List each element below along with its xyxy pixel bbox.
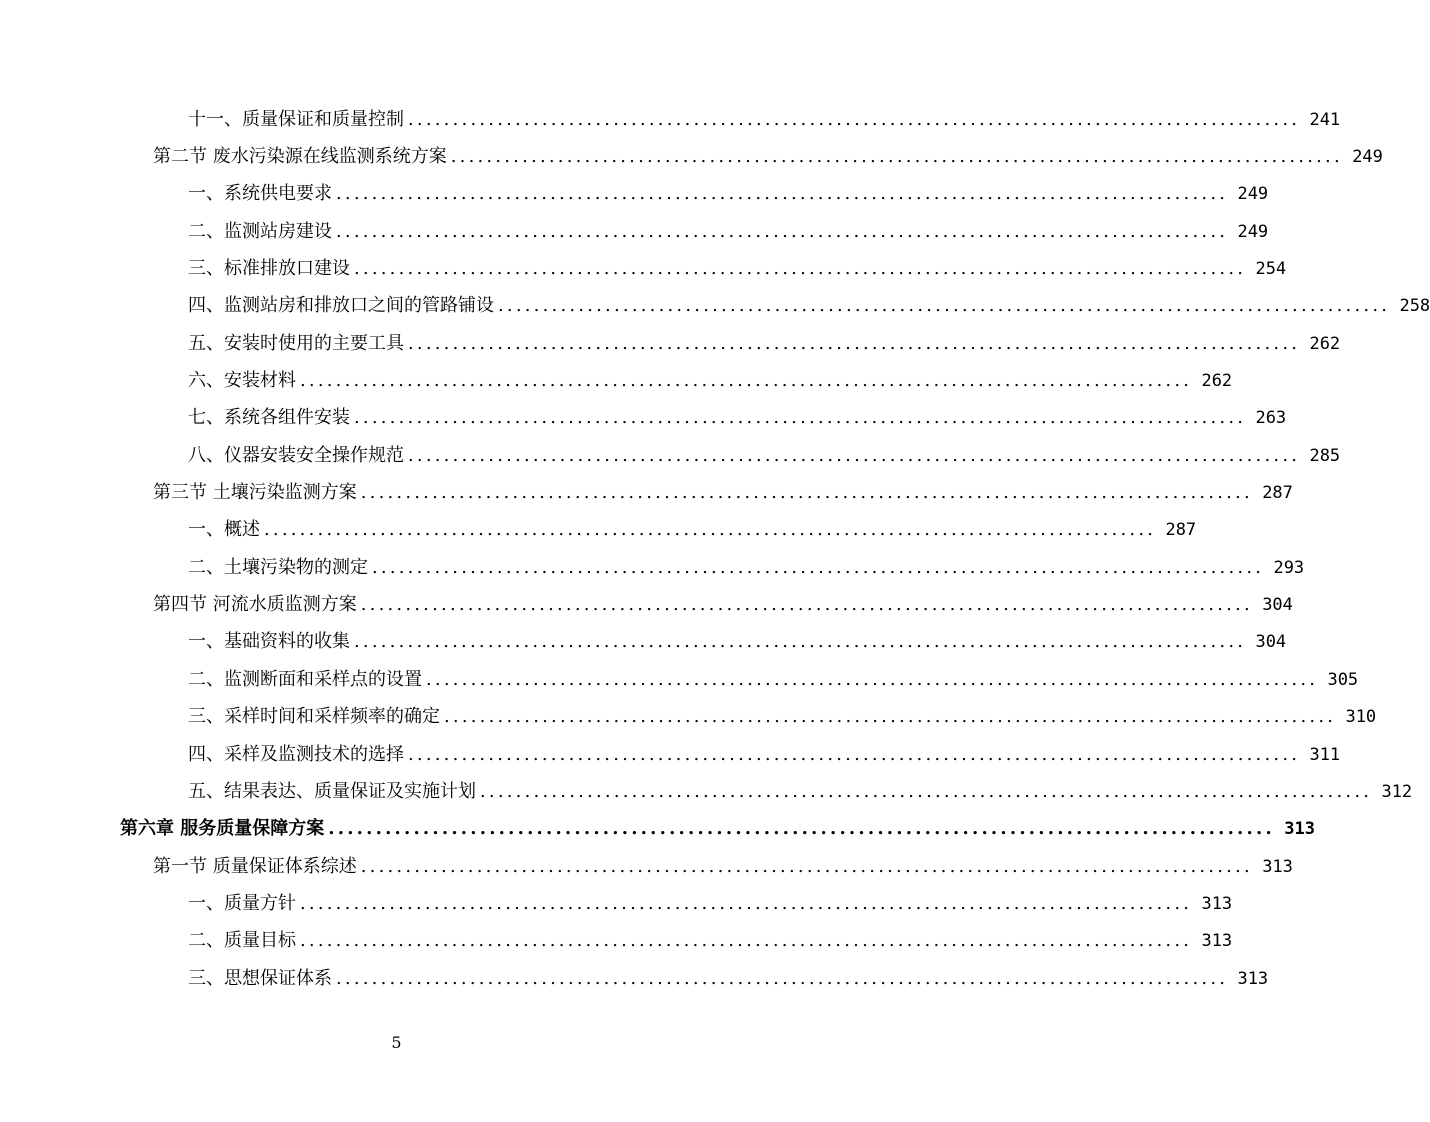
toc-entry[interactable] bbox=[0, 811, 1315, 848]
toc-entry-page: 249 bbox=[1237, 221, 1269, 242]
toc-leader-dots: .................................................................................................... bbox=[360, 594, 1253, 616]
toc-entry-title: 二、监测断面和采样点的设置 bbox=[188, 668, 422, 690]
toc-entry[interactable] bbox=[0, 624, 1287, 661]
toc-entry-title: 一、质量方针 bbox=[188, 892, 296, 914]
toc-entry-title: 一、系统供电要求 bbox=[188, 183, 332, 205]
toc-entry-title: 第六章 服务质量保障方案 bbox=[120, 818, 325, 840]
toc-entry-page: 313 bbox=[1237, 968, 1269, 989]
toc-entry[interactable] bbox=[0, 362, 1233, 399]
toc-entry[interactable] bbox=[0, 736, 1341, 773]
toc-entry[interactable] bbox=[0, 474, 1293, 511]
toc-entry-title: 二、监测站房建设 bbox=[188, 220, 332, 242]
toc-leader-dots: .................................................................................................... bbox=[498, 295, 1391, 317]
toc-entry[interactable] bbox=[0, 101, 1341, 138]
table-of-contents bbox=[0, 101, 1430, 997]
toc-leader-dots: .................................................................................................... bbox=[408, 444, 1301, 466]
toc-entry-page: 313 bbox=[1201, 931, 1233, 952]
toc-entry[interactable] bbox=[0, 138, 1383, 175]
toc-leader-dots: .................................................................................................... bbox=[372, 556, 1265, 578]
toc-entry[interactable] bbox=[0, 325, 1341, 362]
toc-entry[interactable] bbox=[0, 512, 1197, 549]
toc-entry[interactable] bbox=[0, 661, 1359, 698]
toc-leader-dots: .................................................................................................... bbox=[426, 668, 1319, 690]
toc-entry-title: 一、基础资料的收集 bbox=[188, 631, 350, 653]
toc-leader-dots: .................................................................................................... bbox=[444, 706, 1337, 728]
toc-entry-page: 293 bbox=[1273, 557, 1305, 578]
toc-entry-page: 262 bbox=[1201, 371, 1233, 392]
toc-leader-dots: .................................................................................................... bbox=[408, 743, 1301, 765]
toc-entry[interactable] bbox=[0, 699, 1377, 736]
toc-entry-title: 五、安装时使用的主要工具 bbox=[188, 332, 404, 354]
toc-leader-dots: .................................................................................................... bbox=[408, 108, 1301, 130]
toc-entry-title: 五、结果表达、质量保证及实施计划 bbox=[188, 780, 476, 802]
toc-leader-dots: .................................................................................................... bbox=[264, 519, 1157, 541]
toc-entry-page: 313 bbox=[1262, 856, 1293, 877]
toc-leader-dots: .................................................................................................... bbox=[480, 780, 1373, 802]
toc-entry-page: 304 bbox=[1262, 595, 1293, 616]
toc-entry-title: 二、土壤污染物的测定 bbox=[188, 556, 368, 578]
toc-entry-title: 一、概述 bbox=[188, 519, 260, 541]
toc-leader-dots: .................................................................................................... bbox=[360, 482, 1253, 504]
toc-entry-title: 三、思想保证体系 bbox=[188, 967, 332, 989]
toc-entry-page: 258 bbox=[1399, 296, 1430, 317]
toc-entry-page: 241 bbox=[1309, 109, 1341, 130]
toc-leader-dots: .................................................................................................... bbox=[336, 967, 1229, 989]
toc-entry[interactable] bbox=[0, 923, 1233, 960]
toc-entry-title: 四、采样及监测技术的选择 bbox=[188, 743, 404, 765]
toc-entry[interactable] bbox=[0, 773, 1413, 810]
toc-leader-dots: .................................................................................................... bbox=[354, 407, 1247, 429]
toc-leader-dots: .................................................................................................... bbox=[408, 332, 1301, 354]
toc-entry-page: 313 bbox=[1201, 893, 1233, 914]
toc-entry-page: 262 bbox=[1309, 333, 1341, 354]
toc-entry-title: 二、质量目标 bbox=[188, 930, 296, 952]
toc-entry-page: 249 bbox=[1237, 184, 1269, 205]
toc-entry[interactable] bbox=[0, 250, 1287, 287]
toc-entry-title: 第三节 土壤污染监测方案 bbox=[153, 482, 357, 504]
toc-entry-page: 285 bbox=[1309, 445, 1341, 466]
toc-leader-dots: .................................................................................................... bbox=[336, 183, 1229, 205]
toc-entry[interactable] bbox=[0, 400, 1287, 437]
toc-entry-title: 第一节 质量保证体系综述 bbox=[153, 855, 357, 877]
toc-entry-title: 三、标准排放口建设 bbox=[188, 258, 350, 280]
toc-entry[interactable] bbox=[0, 213, 1269, 250]
toc-leader-dots: .................................................................................................... bbox=[300, 370, 1193, 392]
toc-entry[interactable] bbox=[0, 885, 1233, 922]
toc-leader-dots: .................................................................................................... bbox=[450, 146, 1343, 168]
toc-entry-page: 305 bbox=[1327, 669, 1359, 690]
toc-entry[interactable] bbox=[0, 549, 1305, 586]
toc-entry[interactable] bbox=[0, 176, 1269, 213]
toc-leader-dots: .................................................................................................... bbox=[360, 855, 1253, 877]
toc-entry-page: 254 bbox=[1255, 259, 1287, 280]
toc-entry-page: 311 bbox=[1309, 744, 1341, 765]
toc-leader-dots: .................................................................................................... bbox=[354, 258, 1247, 280]
toc-entry-title: 第四节 河流水质监测方案 bbox=[153, 594, 357, 616]
toc-entry-title: 三、采样时间和采样频率的确定 bbox=[188, 706, 440, 728]
toc-entry[interactable] bbox=[0, 288, 1430, 325]
toc-entry[interactable] bbox=[0, 848, 1293, 885]
toc-leader-dots: .................................................................................................... bbox=[300, 892, 1193, 914]
toc-entry-title: 六、安装材料 bbox=[188, 370, 296, 392]
toc-entry-page: 287 bbox=[1165, 520, 1197, 541]
toc-entry-page: 249 bbox=[1352, 147, 1383, 168]
page-number: 5 bbox=[391, 1033, 402, 1052]
toc-entry-title: 十一、质量保证和质量控制 bbox=[188, 108, 404, 130]
toc-entry-page: 313 bbox=[1284, 819, 1315, 840]
toc-entry[interactable] bbox=[0, 586, 1293, 623]
toc-leader-dots: .................................................................................................... bbox=[300, 930, 1193, 952]
toc-entry-page: 287 bbox=[1262, 483, 1293, 504]
toc-entry-page: 312 bbox=[1381, 781, 1413, 802]
toc-leader-dots: .................................................................................................... bbox=[336, 220, 1229, 242]
toc-entry-title: 第二节 废水污染源在线监测系统方案 bbox=[153, 146, 447, 168]
toc-entry-page: 304 bbox=[1255, 632, 1287, 653]
toc-entry-page: 310 bbox=[1345, 707, 1377, 728]
toc-entry-title: 七、系统各组件安装 bbox=[188, 407, 350, 429]
toc-entry[interactable] bbox=[0, 437, 1341, 474]
toc-entry-title: 八、仪器安装安全操作规范 bbox=[188, 444, 404, 466]
toc-entry-page: 263 bbox=[1255, 408, 1287, 429]
toc-entry[interactable] bbox=[0, 960, 1269, 997]
toc-leader-dots: .................................................................................................... bbox=[328, 818, 1275, 840]
toc-leader-dots: .................................................................................................... bbox=[354, 631, 1247, 653]
toc-entry-title: 四、监测站房和排放口之间的管路铺设 bbox=[188, 295, 494, 317]
